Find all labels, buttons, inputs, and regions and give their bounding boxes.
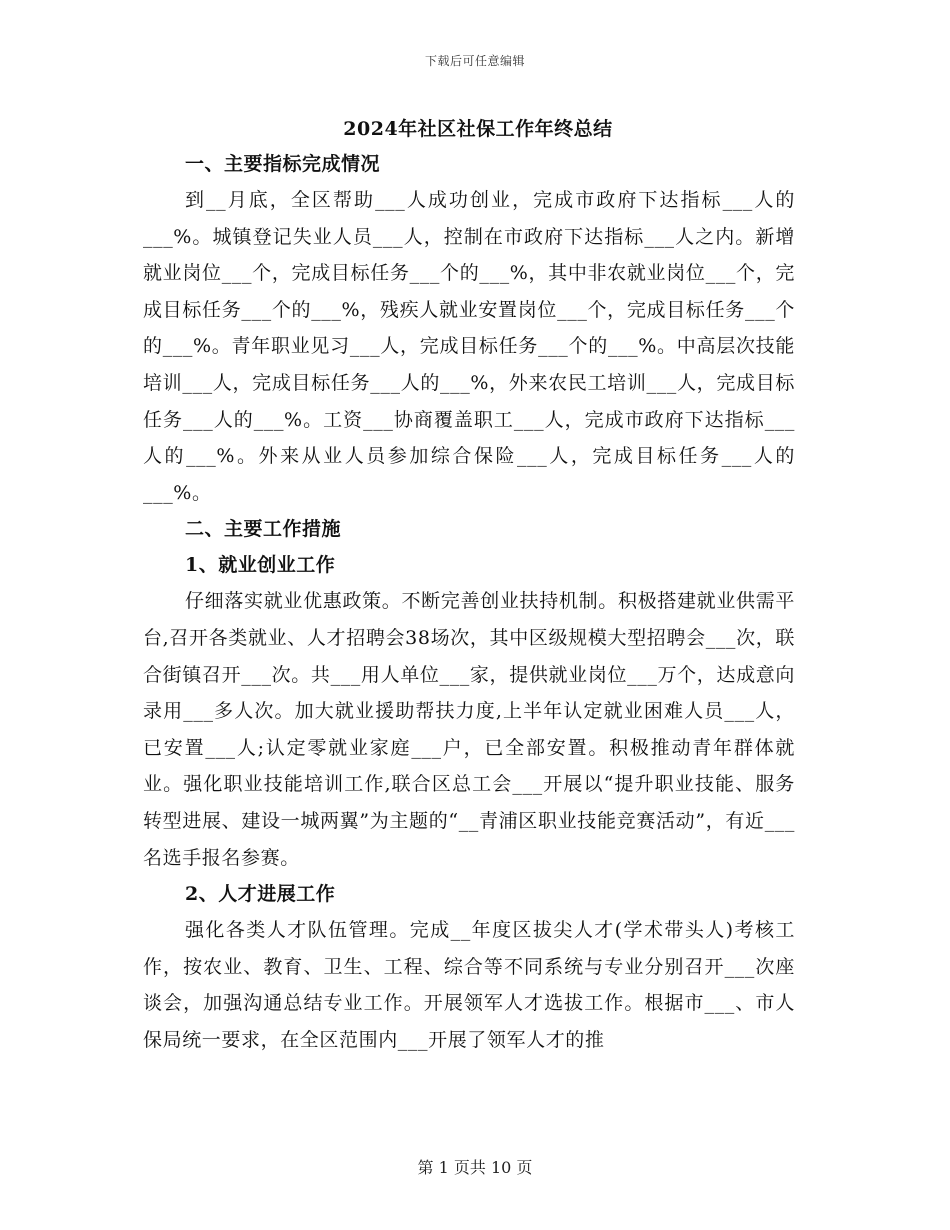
section1-heading: 一、主要指标完成情况: [185, 153, 381, 175]
subsection1-paragraph: 仔细落实就业优惠政策。不断完善创业扶持机制。积极搭建就业供需平台,召开各类就业、人才招聘会38场次，其中区级规模大型招聘会___次，联合街镇召开___次。共___用人单位___家，提供就业岗位___万个，达成意向录用___多人次。加大就业援助帮扶力度,上半年认定就业困难人员___人，已安置___人;认定零就业家庭___户，已全部安置。积极推动青年群体就业。强化职业技能培训工作,联合区总工会___开展以“提升职业技能、服务转型进展、建设一城两翼”为主题的“__青浦区职业技能竞赛活动”，有近___名选手报名参赛。: [143, 590, 795, 869]
page-footer: 第 1 页共 10 页: [417, 1158, 533, 1177]
document-title: 2024年社区社保工作年终总结: [343, 118, 613, 140]
subsection2-heading: 2、人才进展工作: [185, 883, 336, 906]
document-body: [143, 112, 795, 1058]
section1-paragraph: 到__月底，全区帮助___人成功创业，完成市政府下达指标___人的___%。城镇登记失业人员___人，控制在市政府下达指标___人之内。新增就业岗位___个，完成目标任务___个的___%，其中非农就业岗位___个，完成目标任务___个的___%，残疾人就业安置岗位___个，完成目标任务___个的___%。青年职业见习___人，完成目标任务___个的___%。中高层次技能培训___人，完成目标任务___人的___%，外来农民工培训___人，完成目标任务___人的___%。工资___协商覆盖职工___人，完成市政府下达指标___人的___%。外来从业人员参加综合保险___人，完成目标任务___人的___%。: [143, 189, 795, 504]
section2-heading: 二、主要工作措施: [185, 518, 342, 541]
header-note: 下载后可任意编辑: [424, 54, 525, 68]
subsection1-heading: 1、就业创业工作: [185, 554, 336, 577]
subsection2-paragraph: 强化各类人才队伍管理。完成__年度区拔尖人才(学术带头人)考核工作，按农业、教育、卫生、工程、综合等不同系统与专业分别召开___次座谈会，加强沟通总结专业工作。开展领军人才选拔工作。根据市___、市人保局统一要求，在全区范围内___开展了领军人才的推: [143, 919, 795, 1051]
